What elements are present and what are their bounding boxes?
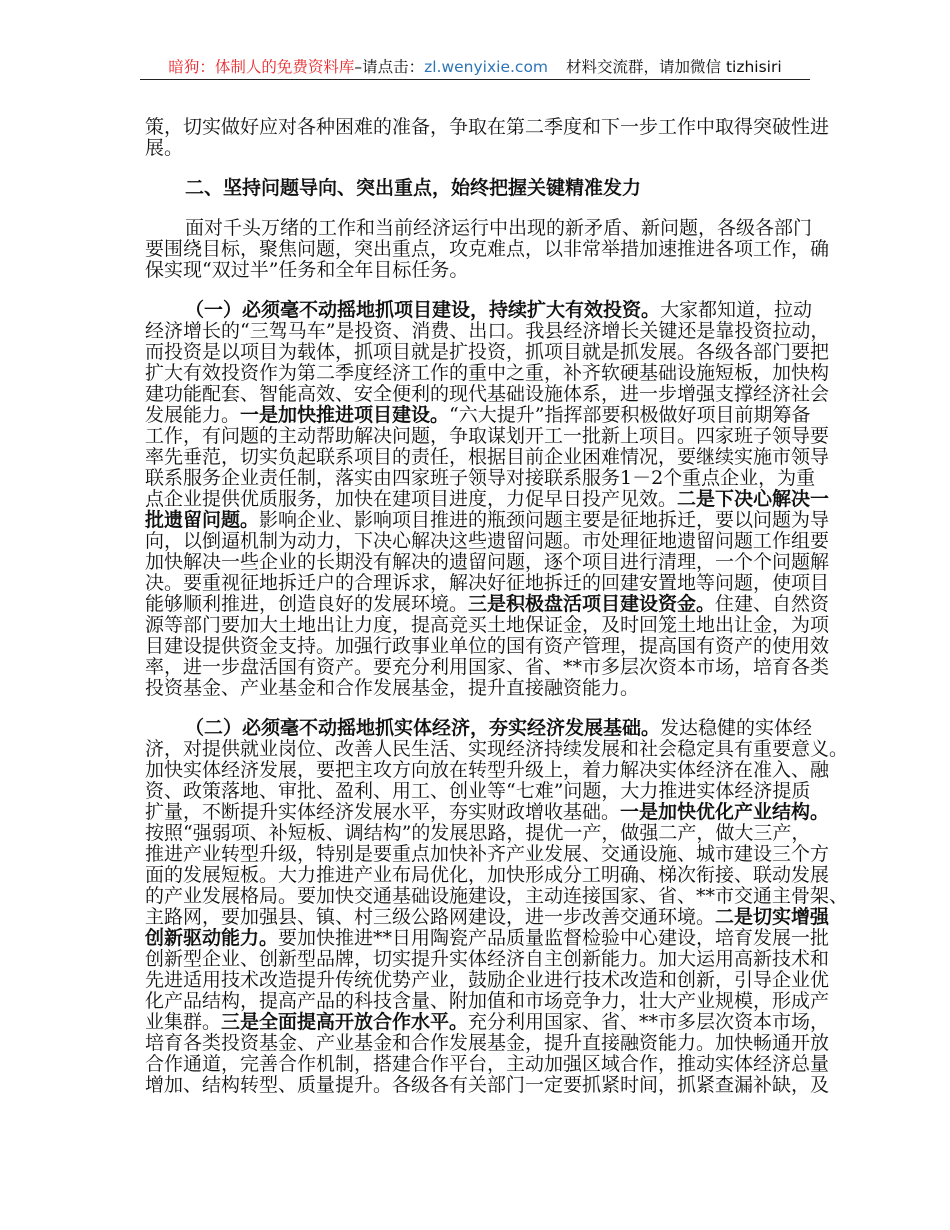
bold-text: （二）必须毫不动摇地抓实体经济，夯实经济发展基础。 <box>185 717 661 739</box>
text-run: 影响企业、影响项目推进的瓶颈问题主要是征地拆迁，要以问题为导 <box>259 509 830 531</box>
text-line <box>145 927 830 949</box>
text-run: 培育各类投资基金、产业基金和合作发展基金，提升直接融资能力。加快畅通开放 <box>145 1032 830 1054</box>
text-run: 资、政策落地、审批、盈利、用工、创业等“七难”问题，大力推进实体经济提质 <box>145 780 811 802</box>
text-line <box>145 885 849 907</box>
text-run: 能够顺利推进，创造良好的发展环境。 <box>145 593 469 615</box>
text-run: 主路网，要加强县、镇、村三级公路网建设，进一步改善交通环境。 <box>145 906 716 928</box>
text-line <box>145 801 830 823</box>
bold-text: 二是下决心解决一 <box>677 488 830 510</box>
document-body <box>145 116 849 1115</box>
text-run: 加快实体经济发展，要把主攻方向放在转型升级上，着力解决实体经济在准入、融 <box>145 759 830 781</box>
bold-text: 批遗留问题。 <box>145 509 260 531</box>
text-run: 面对千头万绪的工作和当前经济运行中出现的新矛盾、新问题，各级各部门 <box>185 217 813 239</box>
text-line <box>145 990 830 1012</box>
header-link[interactable]: zl.wenyixie.com <box>424 58 549 76</box>
text-line <box>145 299 813 321</box>
text-line <box>145 362 830 384</box>
text-run: 率先垂范，切实负起联系项目的责任，根据目前企业困难情况，要继续实施市领导 <box>145 446 830 468</box>
text-run: 济，对提供就业岗位、改善人民生活、实现经济持续发展和社会稳定具有重要意义。 <box>145 738 849 760</box>
paragraph <box>145 717 849 1096</box>
text-line <box>145 593 830 615</box>
text-run: 面的发展短板。大力推进产业布局优化，加快形成分工明确、梯次衔接、联动发展 <box>145 864 830 886</box>
text-run: 增加、结构转型、质量提升。各级各有关部门一定要抓紧时间，抓紧查漏补缺，及 <box>145 1074 830 1096</box>
header-prompt: –请点击： <box>354 58 425 76</box>
text-line <box>145 572 830 594</box>
text-line <box>145 116 830 138</box>
text-line <box>145 678 810 699</box>
text-run: 充分利用国家、省、**市多层次资本市场， <box>468 1011 830 1033</box>
text-line <box>145 614 830 636</box>
text-run: 策，切实做好应对各种困难的准备，争取在第二季度和下一步工作中取得突破性进 <box>145 116 830 138</box>
text-run: 率，进一步盘活国有资产。要充分利用国家、省、**市多层次资本市场，培育各类 <box>145 656 830 678</box>
text-line <box>145 823 810 844</box>
header-brand: 暗狗：体制人的免费资料库 <box>168 58 355 76</box>
text-run: 源等部门要加大土地出让力度，提高竞买土地保证金，及时回笼土地出让金，为项 <box>145 614 830 636</box>
text-line <box>145 1011 830 1033</box>
text-run: 先进适用技术改造提升传统优势产业，鼓励企业进行技术改造和创新，引导企业优 <box>145 969 830 991</box>
text-line <box>145 238 830 260</box>
text-line <box>145 1032 830 1054</box>
text-run: 合作通道，完善合作机制，搭建合作平台，主动加强区域合作，推动实体经济总量 <box>145 1053 830 1075</box>
text-line <box>145 843 830 865</box>
text-run: 要加快推进**日用陶瓷产品质量监督检验中心建设，培育发展一批 <box>278 927 830 949</box>
text-line <box>145 759 830 781</box>
text-line <box>145 217 813 239</box>
text-line <box>145 405 810 426</box>
text-line <box>145 383 830 405</box>
text-line <box>145 551 830 573</box>
text-line <box>145 864 830 886</box>
text-line <box>145 530 830 552</box>
text-run: 化产品结构，提高产品的科技含量、附加值和市场竞争力，壮大产业规模，形成产 <box>145 990 830 1012</box>
text-run: 按照“强弱项、补短板、调结构”的发展思路，提优一产，做强二产，做大三产， <box>145 822 811 844</box>
text-line <box>145 341 830 363</box>
bold-text: 一是加快优化产业结构。 <box>620 801 830 823</box>
text-run: 大家都知道，拉动 <box>660 299 813 321</box>
bold-text: （一）必须毫不动摇地抓项目建设，持续扩大有效投资。 <box>185 299 661 321</box>
text-line <box>145 509 830 531</box>
bold-text: 三是全面提高开放合作水平。 <box>221 1011 469 1033</box>
text-run: 决。要重视征地拆迁户的合理诉求，解决好征地拆迁的回建安置地等问题，使项目 <box>145 572 830 594</box>
text-run: 展。 <box>145 137 184 159</box>
text-line <box>145 717 813 739</box>
bold-text: 二是切实增强 <box>715 906 830 928</box>
text-line <box>145 781 810 802</box>
text-run: 向，以倒逼机制为动力，下决心解决这些遗留问题。市处理征地遗留问题工作组要 <box>145 530 830 552</box>
text-run: 点企业提供优质服务，加快在建项目进度，力促早日投产见效。 <box>145 488 678 510</box>
text-run: 创新型企业、创新型品牌，切实提升实体经济自主创新能力。加大运用高新技术和 <box>145 948 830 970</box>
text-run: 扩大有效投资作为第二季度经济工作的重中之重，补齐软硬基础设施短板，加快构 <box>145 362 830 384</box>
paragraph <box>145 116 830 159</box>
text-run: 住建、自然资 <box>715 593 830 615</box>
bold-text: 一是加快推进项目建设。 <box>240 404 450 426</box>
text-run: 推进产业转型升级，特别是要重点加快补齐产业发展、交通设施、城市建设三个方 <box>145 843 830 865</box>
text-run: “六大提升”指挥部要积极做好项目前期筹备 <box>449 404 811 426</box>
text-line <box>145 656 830 678</box>
text-run: 业集群。 <box>145 1011 222 1033</box>
text-line <box>145 446 830 468</box>
text-run: 发展能力。 <box>145 404 241 426</box>
text-line <box>145 635 830 657</box>
text-line <box>145 425 830 447</box>
paragraph <box>145 299 830 699</box>
text-run: 保实现“双过半”任务和全年目标任务。 <box>145 259 469 281</box>
text-run: 目建设提供资金支持。加强行政事业单位的国有资产管理，提高国有资产的使用效 <box>145 635 830 657</box>
text-run: 联系服务企业责任制，落实由四家班子领导对接联系服务1－2个重点企业，为重 <box>145 467 816 489</box>
text-run: 加快解决一些企业的长期没有解决的遗留问题，逐个项目进行清理，一个个问题解 <box>145 551 830 573</box>
text-line <box>145 1074 830 1096</box>
text-run: 工作，有问题的主动帮助解决问题，争取谋划开工一批新上项目。四家班子领导要 <box>145 425 830 447</box>
section-heading <box>145 178 810 199</box>
text-line <box>145 467 816 489</box>
paragraph <box>145 217 830 281</box>
text-line <box>145 969 830 991</box>
text-line <box>145 260 810 281</box>
bold-text: 二、坚持问题导向、突出重点，始终把握关键精准发力 <box>185 177 642 199</box>
text-run: 建功能配套、智能高效、安全便利的现代基础设施体系，进一步增强支撑经济社会 <box>145 383 830 405</box>
text-line <box>145 1053 830 1075</box>
text-line <box>145 738 849 760</box>
bold-text: 三是积极盘活项目建设资金。 <box>468 593 716 615</box>
text-line <box>145 488 830 510</box>
text-run: 要围绕目标，聚焦问题，突出重点，攻克难点，以非常举措加速推进各项工作，确 <box>145 238 830 260</box>
text-run: 投资基金、产业基金和合作发展基金，提升直接融资能力。 <box>145 677 640 699</box>
text-run: 的产业发展格局。要加快交通基础设施建设，主动连接国家、省、**市交通主骨架、 <box>145 885 849 907</box>
text-run: 而投资是以项目为载体，抓项目就是扩投资，抓项目就是抓发展。各级各部门要把 <box>145 341 830 363</box>
text-run: 发达稳健的实体经 <box>660 717 813 739</box>
text-run: 扩量，不断提升实体经济发展水平，夯实财政增收基础。 <box>145 801 621 823</box>
text-line <box>145 948 830 970</box>
page-header <box>140 57 810 80</box>
text-run: 经济增长的“三驾马车”是投资、消费、出口。我县经济增长关键还是靠投资拉动， <box>145 320 830 342</box>
text-line <box>145 320 830 342</box>
text-line <box>145 906 830 928</box>
text-line <box>145 138 810 159</box>
header-group-info: 材料交流群，请加微信 tizhisiri <box>566 58 782 76</box>
bold-text: 创新驱动能力。 <box>145 927 279 949</box>
text-line <box>145 178 810 199</box>
